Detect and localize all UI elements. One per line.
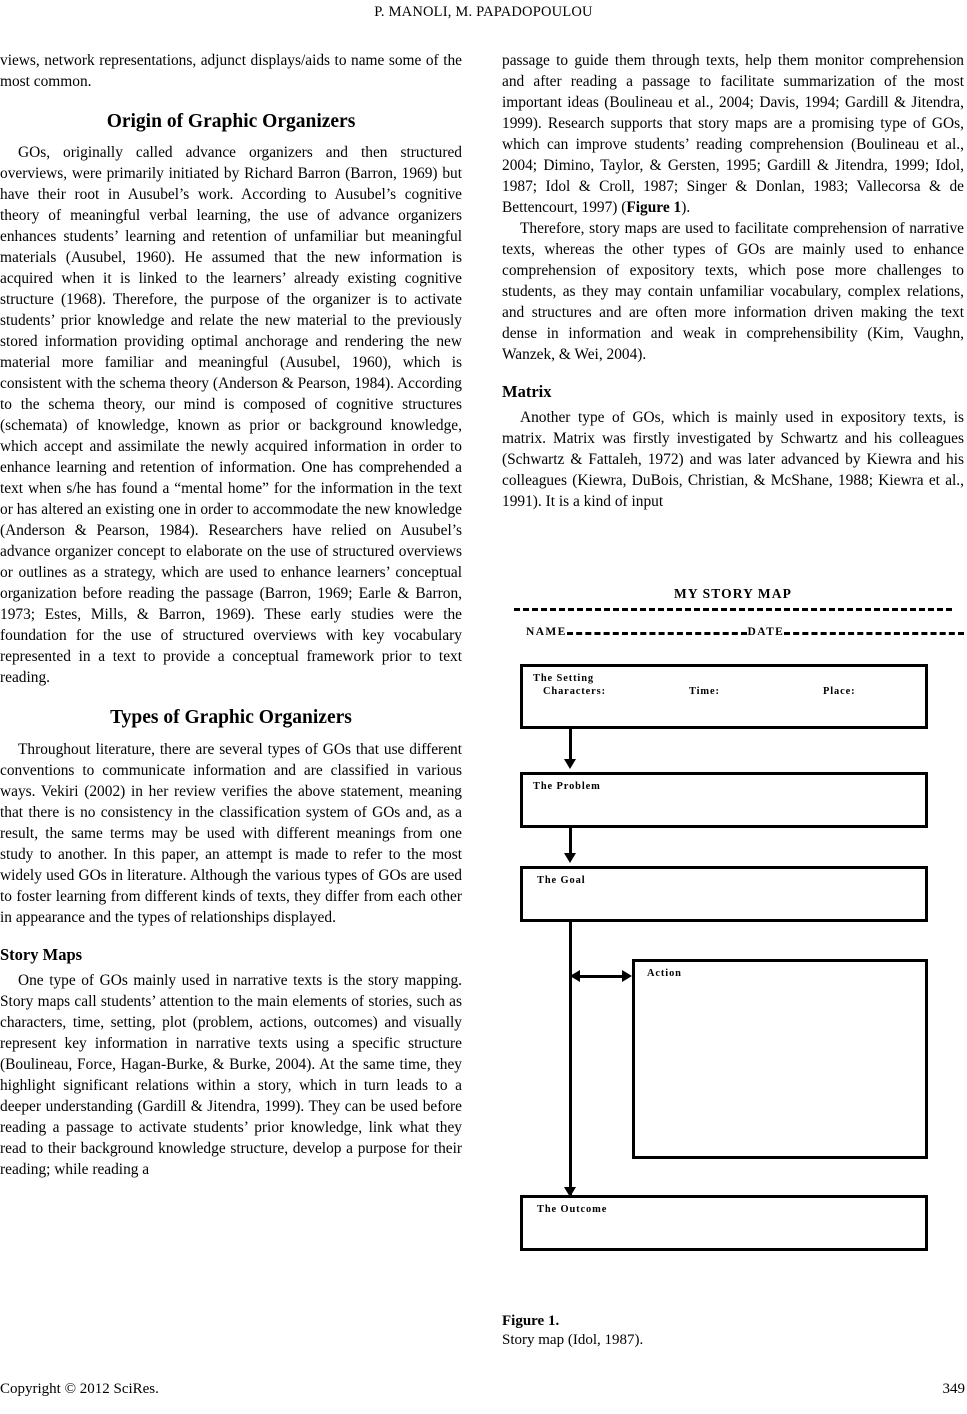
running-head: P. MANOLI, M. PAPADOPOULOU	[374, 4, 593, 20]
paragraph-continued: views, network representations, adjunct displays/aids to name some of the most common.	[0, 52, 462, 90]
figure-top-dashed-rule	[514, 608, 952, 611]
diagram-box-problem[interactable]	[520, 772, 928, 828]
subsection-heading-story-maps: Story Maps	[0, 944, 83, 964]
diagram-box-goal[interactable]	[520, 866, 928, 922]
paragraph-story-maps-continued-text: passage to guide them through texts, help them monitor comprehension and after reading a passage to facilitate summarization of the most important ideas (Boulineau et al., 2004; Davis, 1994; Gardill & Jitendra, 1999). Research supports that story maps are a promising type of GOs, which can improve students’ reading comprehension (Boulineau et al., 2004; Dimino, Taylor, & Gersten, 1995; Gardill & Jitendra, 1999; Idol, 1987; Idol & Croll, 1987; Singer & Donlan, 1983; Vallecorsa & de Bettencourt, 1997) (	[502, 52, 964, 216]
connector-setting-to-problem-arrow-icon	[564, 759, 576, 769]
story-map-diagram	[502, 664, 964, 1264]
setting-place-label: Place:	[823, 686, 856, 697]
figure-reference-link: Figure 1	[626, 199, 682, 216]
diagram-box-setting[interactable]	[520, 664, 928, 729]
paragraph-types-1: Throughout literature, there are several types of GOs that use different conventions to communicate information and are classified in various ways. Vekiri (2002) in her review verifies the above statement, meaning that there is no consistency in the classification system of GOs and, as a result, the same terms may be used with different meanings from one study to another. In this paper, an attempt is made to refer to the most widely used GOs in literature. Although the various types of GOs are used to foster learning from different kinds of texts, they differ from each other in appearance and the types of relationships displayed.	[0, 740, 462, 926]
date-label: DATE	[747, 626, 785, 638]
figure-caption-number: Figure 1.	[502, 1313, 560, 1329]
figure-title-my-story-map: MY STORY MAP	[674, 586, 792, 601]
diagram-box-outcome[interactable]	[520, 1195, 928, 1251]
connector-goal-to-outcome-line	[569, 922, 572, 1202]
setting-time-label: Time:	[689, 686, 720, 697]
subsection-heading-matrix: Matrix	[502, 382, 552, 401]
paragraph-story-maps-continued-tail: ).	[681, 199, 691, 216]
paragraph-matrix-1: Another type of GOs, which is mainly used in expository texts, is matrix. Matrix was firstly investigated by Schwartz and his colleagues (Schwartz & Fattaleh, 1972) and was later advanced by Kiewra and his colleagues (Kiewra, DuBois, Christian, & McShane, 1988; Kiewra et al., 1991). It is a kind of input	[502, 408, 964, 510]
figure-caption	[502, 1312, 964, 1350]
section-heading-types-of-graphic-organizers: Types of Graphic Organizers	[110, 707, 352, 729]
footer-page-number: 349	[942, 1381, 965, 1397]
name-blank-line[interactable]	[567, 632, 747, 635]
paragraph-story-maps-continued	[502, 50, 964, 218]
footer-copyright: Copyright © 2012 SciRes.	[0, 1381, 159, 1397]
connector-setting-to-problem-line	[569, 729, 572, 761]
diagram-box-action[interactable]	[632, 959, 928, 1159]
outcome-label: The Outcome	[537, 1204, 608, 1215]
connector-problem-to-goal-line	[569, 828, 572, 855]
figure-caption-text: Story map (Idol, 1987).	[502, 1332, 644, 1348]
setting-characters-label: Characters:	[543, 686, 606, 697]
connector-to-action-left-arrow-icon	[570, 970, 580, 982]
setting-label: The Setting	[533, 673, 594, 684]
name-label: NAME	[526, 626, 567, 638]
figure-story-map	[502, 586, 964, 1264]
connector-problem-to-goal-arrow-icon	[564, 853, 576, 863]
date-blank-line[interactable]	[784, 632, 964, 635]
paragraph-therefore: Therefore, story maps are used to facilitate comprehension of narrative texts, whereas the other types of GOs are mainly used to enhance comprehension of expository texts, which pose more challenges to students, as they may contain unfamiliar vocabulary, complex relations, and structures and are often more information driven making the text dense in information and weak in comprehensibility (Kim, Vaughn, Wanzek, & Wei, 2004).	[502, 220, 964, 363]
action-label: Action	[647, 968, 682, 979]
goal-label: The Goal	[537, 875, 586, 886]
figure-name-date-line	[502, 626, 964, 638]
right-column	[502, 50, 964, 512]
section-heading-origin-of-graphic-organizers: Origin of Graphic Organizers	[106, 111, 356, 132]
paragraph-origin-1: GOs, originally called advance organizers and then structured overviews, were primarily initiated by Richard Barron (Barron, 1969) but have their root in Ausubel’s work. According to Ausubel’s cognitive theory of meaningful verbal learning, the use of advance organizers enhances students’ learning and retention of unfamiliar but meaningful materials (Ausubel, 1960). He assumed that the new information is acquired when it is linked to the learners’ already existing cognitive structure (1968). Therefore, the purpose of the organizer is to activate students’ prior knowledge and relate the new material to the previously stored information providing optimal anchorage and rendering the new material more familiar and meaningful (Ausubel, 1960), which is consistent with the schema theory (Anderson & Pearson, 1984). According to the schema theory, our mind is composed of cognitive structures (schemata) of knowledge, known as prior or background knowledge, which accept and assimilate the newly acquired information in order to enhance learning and retention of information. One has comprehended a text when s/he has found a “mental home” for the information in the text or has altered an existing one in order to accommodate the new knowledge (Anderson & Pearson, 1984). Researchers have relied on Ausubel’s advance organizer concept to elaborate on the use of structured overviews or outlines as a strategy, which are used to enhance learners’ conceptual organization before reading the passage (Barron, 1969; Earle & Barron, 1973; Estes, Mills, & Barron, 1969). These early studies were the foundation for the use of structured overviews with key vocabulary represented in a text to provide a conceptual framework prior to text reading.	[0, 144, 462, 687]
connector-to-action-right-arrow-icon	[622, 970, 632, 982]
paragraph-story-maps-1: One type of GOs mainly used in narrative texts is the story mapping. Story maps call students’ attention to the main elements of stories, such as characters, time, setting, plot (problem, actions, outcomes) and visually represent key information in narrative texts using a specific structure (Boulineau, Force, Hagan-Burke, & Burke, 2004). At the same time, they highlight significant relations within a story, which in turn leads to a deeper understanding (Gardill & Jitendra, 1999). They can be used before reading a passage to activate students’ prior knowledge, link what they read to their background knowledge structure, develop a purpose for their reading; while reading a	[0, 971, 462, 1178]
left-column	[0, 50, 462, 1180]
problem-label: The Problem	[533, 781, 601, 792]
connector-to-action-line	[577, 975, 627, 978]
